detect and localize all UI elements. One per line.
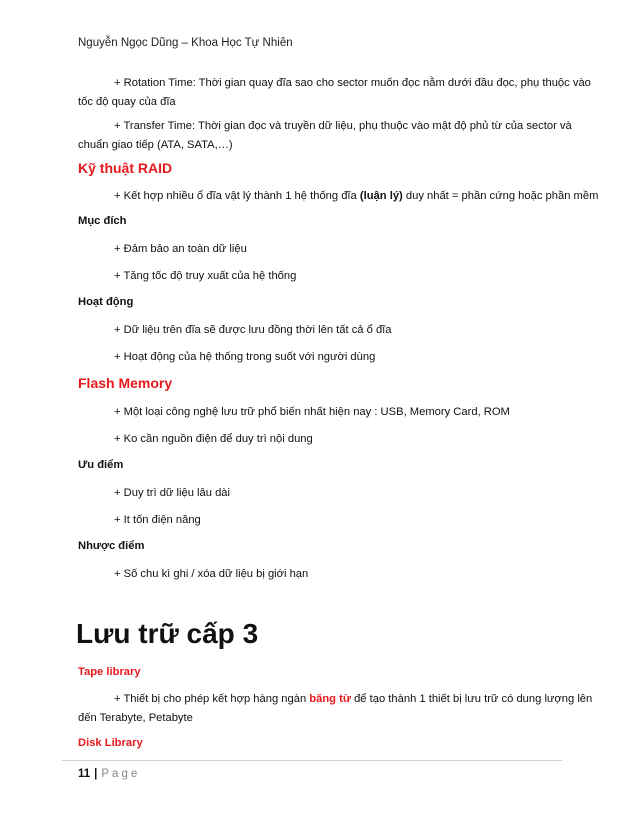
tape-line-part-b: để tạo thành 1 thiết bị lưu trữ có dung lượng lên (350, 693, 593, 705)
page-header: Nguyễn Ngọc Dũng – Khoa Học Tự Nhiên (78, 37, 293, 49)
uu-diem-item-2: + It tốn điện năng (114, 514, 201, 526)
tape-library-heading: Tape library (78, 666, 141, 678)
muc-dich-item-2: + Tăng tốc độ truy xuất của hệ thống (114, 270, 297, 282)
raid-description (114, 189, 598, 203)
tape-line-red: băng từ (309, 693, 351, 705)
page-label: Page (101, 768, 141, 780)
raid-heading: Kỹ thuật RAID (78, 160, 173, 176)
footer-divider (62, 760, 562, 761)
rotation-time-line-2: tốc độ quay của đĩa (78, 96, 176, 108)
hoat-dong-item-1: + Dữ liệu trên đĩa sẽ được lưu đồng thời lên tất cả ổ đĩa (114, 324, 392, 336)
page-number: 11 (78, 768, 91, 780)
muc-dich-item-1: + Đảm bảo an toàn dữ liệu (114, 243, 247, 255)
flash-memory-heading: Flash Memory (78, 375, 173, 391)
tape-library-line-1 (114, 692, 592, 706)
uu-diem-item-1: + Duy trì dữ liệu lâu dài (114, 487, 231, 499)
luu-tru-cap-3-heading: Lưu trữ cấp 3 (76, 618, 259, 649)
flash-item-1: + Một loại công nghệ lưu trữ phổ biến nhất hiện nay : USB, Memory Card, ROM (114, 406, 510, 418)
uu-diem-heading: Ưu điểm (78, 459, 124, 471)
muc-dich-heading: Mục đích (78, 215, 127, 227)
tape-library-line-2: đến Terabyte, Petabyte (78, 712, 193, 724)
flash-item-2: + Ko cần nguồn điện để duy trì nội dung (114, 433, 313, 445)
page-footer (78, 768, 140, 780)
tape-line-part-a: + Thiết bị cho phép kết hợp hàng ngàn (114, 693, 310, 705)
raid-description-part-a: + Kết hợp nhiều ổ đĩa vật lý thành 1 hệ thống đĩa (114, 190, 360, 202)
raid-description-bold: (luận lý) (359, 190, 403, 202)
nhuoc-diem-item-1: + Số chu kì ghi / xóa dữ liệu bị giới hạn (114, 568, 309, 580)
hoat-dong-item-2: + Hoạt động của hệ thống trong suốt với người dùng (114, 351, 376, 363)
transfer-time-line-1: + Transfer Time: Thời gian đọc và truyền dữ liệu, phụ thuộc vào mật độ phủ từ của sector và (114, 120, 572, 132)
footer-separator: | (94, 768, 98, 780)
transfer-time-line-2: chuẩn giao tiếp (ATA, SATA,…) (78, 139, 233, 151)
nhuoc-diem-heading: Nhược điểm (78, 540, 145, 552)
raid-description-part-b: duy nhất = phần cứng hoặc phần mềm (402, 190, 599, 202)
rotation-time-line-1: + Rotation Time: Thời gian quay đĩa sao cho sector muốn đọc nằm dưới đầu đọc, phụ thuộc vào (114, 77, 591, 89)
hoat-dong-heading: Hoạt động (78, 296, 134, 308)
disk-library-heading: Disk Library (78, 737, 143, 749)
